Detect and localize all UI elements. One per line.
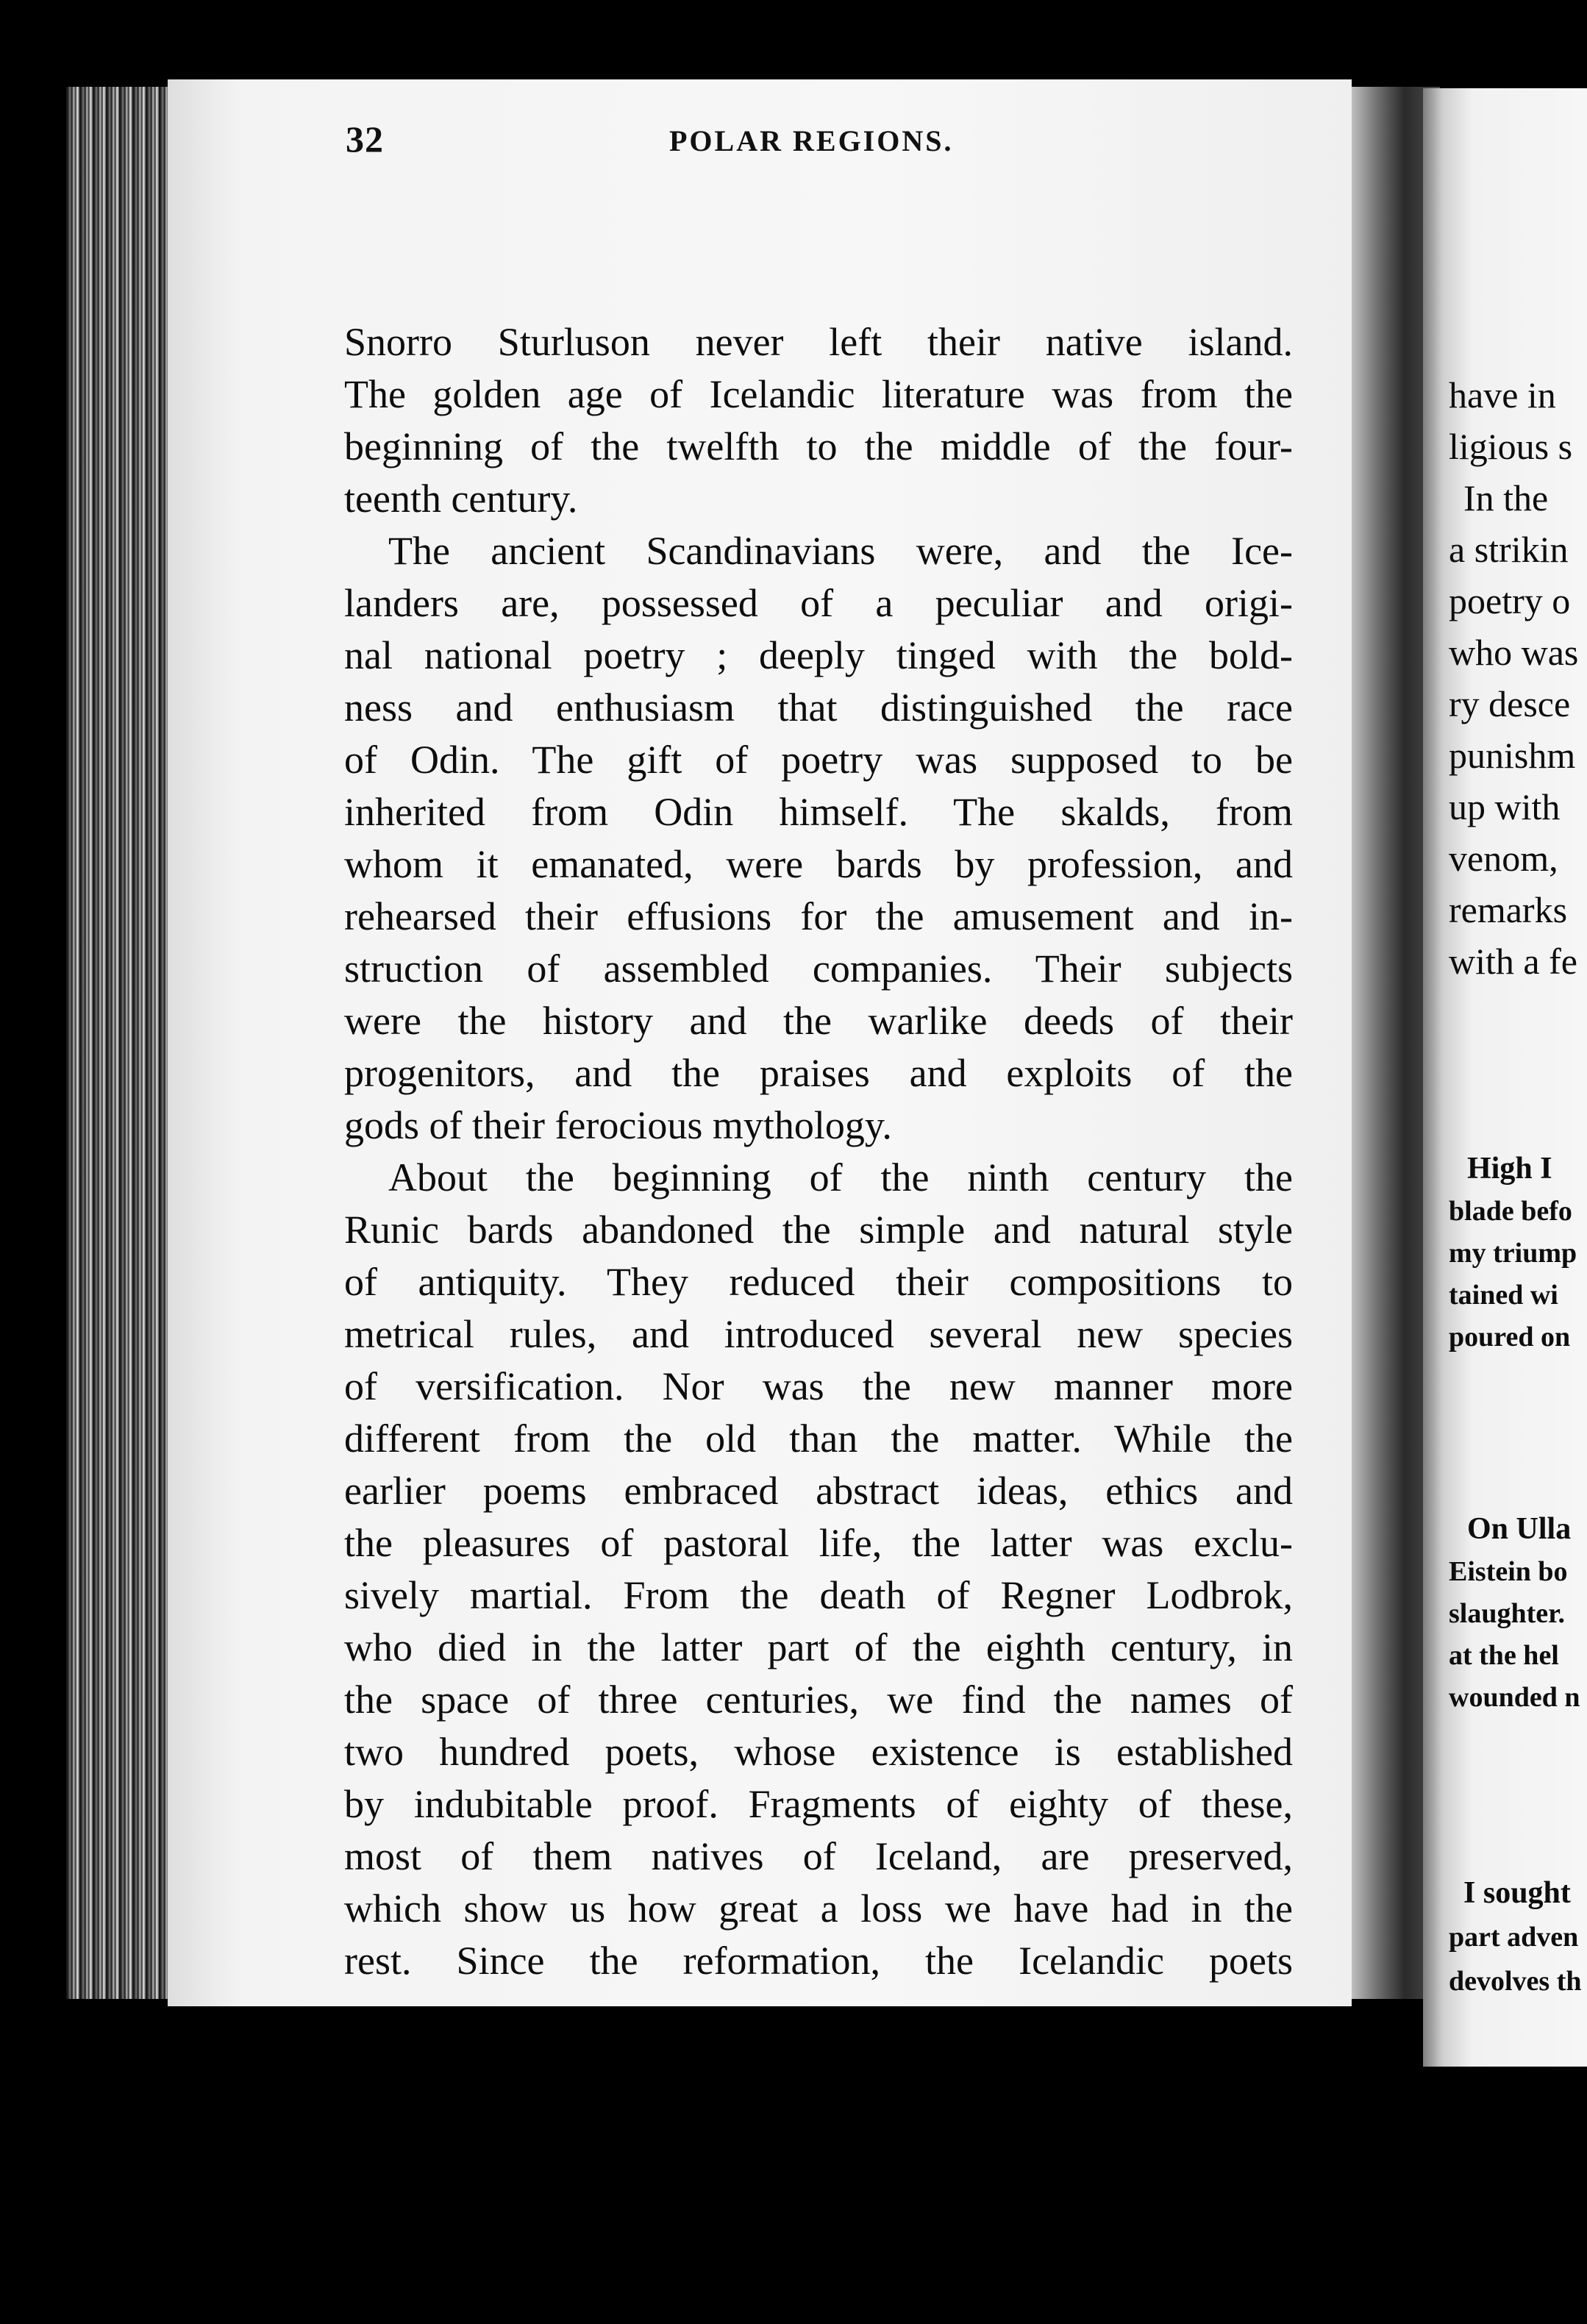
right-text-line: On Ulla — [1467, 1512, 1572, 1546]
running-head — [346, 118, 1272, 162]
text-line: earlier poems embraced abstract ideas, ethics and — [344, 1469, 1293, 1513]
right-text-line: High I — [1467, 1152, 1552, 1186]
text-line: rehearsed their effusions for the amusement and in- — [344, 894, 1293, 938]
text-line: The golden age of Icelandic literature was from the — [344, 372, 1293, 416]
right-text-line: I sought — [1463, 1876, 1571, 1910]
text-line: whom it emanated, were bards by profession, and — [344, 842, 1293, 886]
right-text-line: remarks — [1449, 889, 1568, 930]
text-line: two hundred poets, whose existence is established — [344, 1730, 1293, 1774]
text-line: About the beginning of the ninth century the — [388, 1155, 1293, 1200]
right-text-line: up with — [1449, 786, 1561, 827]
right-text-line: Eistein bo — [1449, 1556, 1568, 1587]
text-line: teenth century. — [344, 477, 578, 521]
text-line: rest. Since the reformation, the Icelandic poets — [344, 1939, 1293, 1983]
right-text-line: with a fe — [1449, 941, 1577, 982]
text-line: different from the old than the matter. While the — [344, 1416, 1293, 1461]
text-line: of versification. Nor was the new manner more — [344, 1364, 1293, 1408]
right-text-line: part adven — [1449, 1922, 1579, 1953]
text-line: Runic bards abandoned the simple and natural style — [344, 1208, 1293, 1252]
text-line: the pleasures of pastoral life, the latter was exclu- — [344, 1521, 1293, 1565]
text-line: beginning of the twelfth to the middle of the four- — [344, 424, 1293, 468]
text-line: the space of three centuries, we find the names of — [344, 1678, 1293, 1722]
right-text-line: tained wi — [1449, 1280, 1558, 1311]
body-text — [344, 316, 1293, 1987]
text-line: were the history and the warlike deeds of their — [344, 999, 1293, 1043]
right-text-line: at the hel — [1449, 1640, 1559, 1671]
right-text-line: have in — [1449, 374, 1556, 416]
right-text-line: poetry o — [1449, 580, 1571, 621]
page-number: 32 — [346, 118, 384, 160]
text-line: of Odin. The gift of poetry was supposed to be — [344, 738, 1293, 782]
right-text-line: my triump — [1449, 1238, 1577, 1269]
right-text-line: poured on — [1449, 1322, 1571, 1352]
text-line: landers are, possessed of a peculiar and origi- — [344, 581, 1293, 625]
text-line: which show us how great a loss we have had in the — [344, 1886, 1293, 1931]
text-line: nal national poetry ; deeply tinged with the bold- — [344, 633, 1293, 677]
text-line: who died in the latter part of the eighth century, in — [344, 1625, 1293, 1669]
running-title: POLAR REGIONS. — [669, 124, 954, 157]
right-text-line: ry desce — [1449, 683, 1571, 724]
right-text-line: In the — [1463, 477, 1549, 518]
text-line: gods of their ferocious mythology. — [344, 1103, 892, 1147]
text-line: sively martial. From the death of Regner Lodbrok, — [344, 1573, 1293, 1617]
text-line: ness and enthusiasm that distinguished the race — [344, 685, 1293, 730]
right-text-line: devolves th — [1449, 1966, 1582, 1997]
right-text-line: wounded n — [1449, 1682, 1580, 1713]
text-line: struction of assembled companies. Their subjects — [344, 947, 1293, 991]
text-line: The ancient Scandinavians were, and the Ice- — [388, 529, 1293, 573]
text-line: Snorro Sturluson never left their native island. — [344, 320, 1293, 364]
right-text-line: ligious s — [1449, 426, 1573, 467]
text-line: by indubitable proof. Fragments of eighty of these, — [344, 1782, 1293, 1826]
right-text-line: who was — [1449, 632, 1579, 673]
text-line: inherited from Odin himself. The skalds, from — [344, 790, 1293, 834]
text-line: progenitors, and the praises and exploits of the — [344, 1051, 1293, 1095]
right-text-line: blade befo — [1449, 1196, 1572, 1227]
right-text-line: slaughter. — [1449, 1598, 1566, 1629]
text-line: metrical rules, and introduced several new species — [344, 1312, 1293, 1356]
right-text-line: venom, — [1449, 838, 1558, 879]
text-line: of antiquity. They reduced their compositions to — [344, 1260, 1293, 1304]
text-line: most of them natives of Iceland, are preserved, — [344, 1834, 1293, 1878]
right-text-line: punishm — [1449, 735, 1576, 776]
page-edges — [66, 87, 176, 1999]
right-text-line: a strikin — [1449, 529, 1569, 570]
